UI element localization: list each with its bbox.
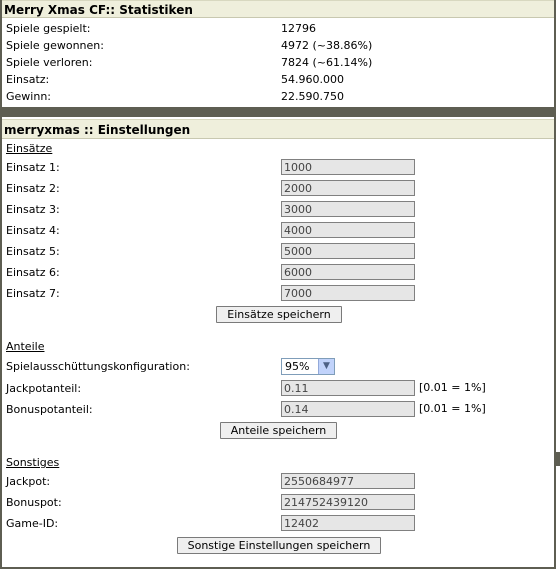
stats-value-profit: 22.590.750 [281,90,344,103]
einsatz-6-input[interactable] [281,264,415,280]
game-id-input[interactable] [281,515,415,531]
jackpot-input[interactable] [281,473,415,489]
panel-separator [2,107,554,117]
stats-value-played: 12796 [281,22,316,35]
einsatz-3-label: Einsatz 3: [6,203,60,216]
einsatz-6-label: Einsatz 6: [6,266,60,279]
jackpot-share-input[interactable] [281,380,415,396]
scrollbar-edge [556,452,560,466]
einsatz-1-input[interactable] [281,159,415,175]
stats-label-stake: Einsatz: [6,73,50,86]
einsatz-7-input[interactable] [281,285,415,301]
game-id-label: Game-ID: [6,517,59,530]
jackpot-label: Jackpot: [6,475,51,488]
payout-config-select[interactable] [281,358,335,375]
save-einsaetze-button[interactable]: Einsätze speichern [216,306,342,323]
bonus-share-label: Bonuspotanteil: [6,403,93,416]
bonuspot-input[interactable] [281,494,415,510]
bonus-share-input[interactable] [281,401,415,417]
save-sonstiges-button[interactable]: Sonstige Einstellungen speichern [177,537,381,554]
stats-value-won: 4972 (~38.86%) [281,39,373,52]
jackpot-share-label: Jackpotanteil: [6,382,82,395]
stats-label-won: Spiele gewonnen: [6,39,104,52]
einsatz-2-label: Einsatz 2: [6,182,60,195]
chevron-down-icon[interactable]: ▼ [318,359,334,374]
section-anteile: Anteile [6,340,45,353]
jackpot-share-hint: [0.01 = 1%] [419,381,486,394]
bonuspot-label: Bonuspot: [6,496,62,509]
einsatz-4-input[interactable] [281,222,415,238]
section-einsaetze: Einsätze [6,142,53,155]
config-label: Spielausschüttungskonfiguration: [6,360,190,373]
einsatz-5-label: Einsatz 5: [6,245,60,258]
einsatz-3-input[interactable] [281,201,415,217]
stats-label-profit: Gewinn: [6,90,51,103]
einsatz-1-label: Einsatz 1: [6,161,60,174]
section-sonstiges: Sonstiges [6,456,60,469]
payout-config-value: 95% [285,360,310,373]
stats-value-stake: 54.960.000 [281,73,344,86]
stats-value-lost: 7824 (~61.14%) [281,56,373,69]
stats-label-lost: Spiele verloren: [6,56,93,69]
bonus-share-hint: [0.01 = 1%] [419,402,486,415]
einsatz-7-label: Einsatz 7: [6,287,60,300]
settings-title: merryxmas :: Einstellungen [2,119,554,139]
einsatz-5-input[interactable] [281,243,415,259]
einsatz-2-input[interactable] [281,180,415,196]
stats-title: Merry Xmas CF:: Statistiken [2,0,554,18]
stats-label-played: Spiele gespielt: [6,22,91,35]
save-anteile-button[interactable]: Anteile speichern [220,422,337,439]
einsatz-4-label: Einsatz 4: [6,224,60,237]
